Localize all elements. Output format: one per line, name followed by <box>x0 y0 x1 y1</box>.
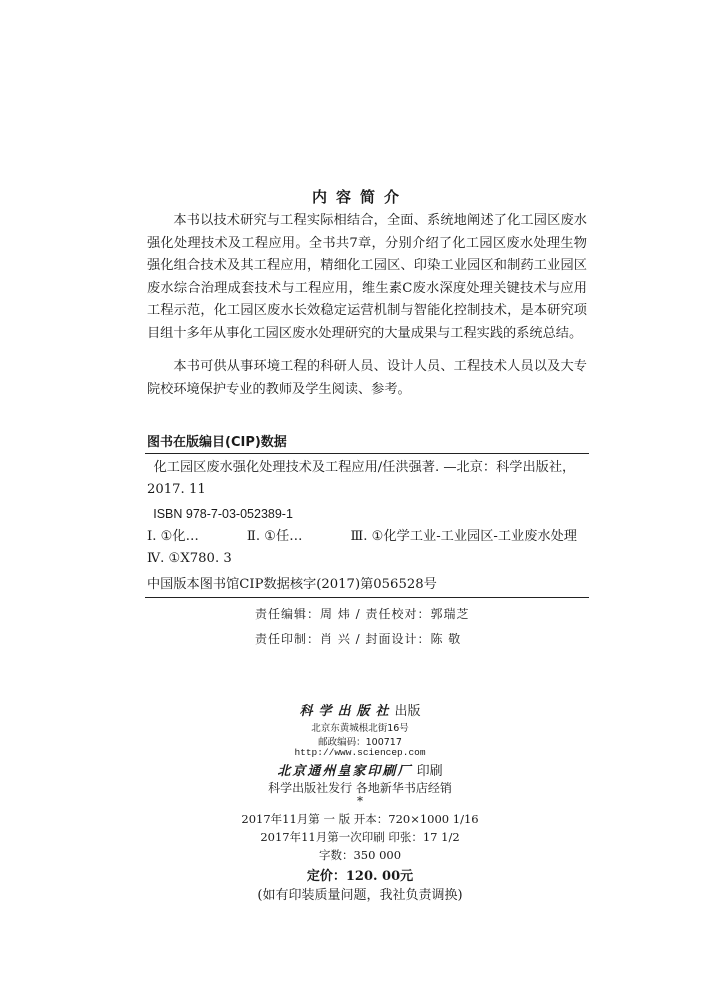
cip-class-item-3: Ⅲ. ①化学工业-工业园区-工业废水处理 <box>350 529 577 544</box>
printer-suffix: 印刷 <box>412 764 443 779</box>
price: 定价：120. 00元 <box>306 869 414 884</box>
staff-line-2: 责任印制：肖 兴 / 封面设计：陈 敬 <box>255 632 462 646</box>
word-count: 字数：350 000 <box>318 848 402 862</box>
publisher-postcode: 邮政编码：100717 <box>318 737 402 748</box>
cip-class-code: Ⅳ. ①X780. 3 <box>147 551 232 566</box>
quality-note: (如有印装质量问题，我社负责调换) <box>257 888 463 903</box>
summary-paragraph-1: 本书以技术研究与工程实际相结合，全面、系统地阐述了化工园区废水强化处理技术及工程应用。全书共7章，分别介绍了化工园区废水处理生物强化组合技术及其工程应用，精细化工园区、印染工业园区和制药工业园区废水综合治理成套技术与工程应用，维生素C废水深度处理关键技术与应用工程示范，化工园区废水长效稳定运营机制与智能化控制技术，是本研究项目组十多年从事化工园区废水处理研究的大量成果与工程实践的系统总结。 <box>147 213 587 341</box>
printer-name: 北京通州皇家印刷厂 <box>277 764 413 779</box>
separator-star: * <box>357 794 363 808</box>
printer-line <box>0 760 720 779</box>
cip-classification <box>147 526 587 570</box>
cip-class-item-1: Ⅰ. ①化… <box>147 529 199 544</box>
printing-line: 2017年11月第一次印刷 印张：17 1/2 <box>260 830 460 844</box>
staff-line-1: 责任编辑：周 炜 / 责任校对：郭瑞芝 <box>255 607 470 621</box>
cip-bottom-rule <box>145 597 589 598</box>
cip-class-row <box>147 526 577 548</box>
cip-archive-number: 中国版本图书馆CIP数据核字(2017)第056528号 <box>147 577 437 592</box>
edition-line: 2017年11月第 一 版 开本：720×1000 1/16 <box>241 812 479 826</box>
summary-title: 内容简介 <box>311 188 408 206</box>
publisher-logo-text: 科学出版社 <box>299 704 395 719</box>
publisher-address: 北京东黄城根北街16号 <box>311 723 409 734</box>
publisher-suffix: 出版 <box>394 704 421 719</box>
cip-top-rule <box>145 453 589 454</box>
cip-record: 化工园区废水强化处理技术及工程应用/任洪强著. —北京：科学出版社，2017. 11 <box>147 460 576 497</box>
publisher-line <box>0 700 720 719</box>
summary-paragraph-2: 本书可供从事环境工程的科研人员、设计人员、工程技术人员以及大专院校环境保护专业的教师及学生阅读、参考。 <box>147 359 587 397</box>
cip-isbn: ISBN 978-7-03-052389-1 <box>153 507 293 521</box>
distribution-line: 科学出版社发行 各地新华书店经销 <box>268 781 452 795</box>
publisher-url: http://www.sciencep.com <box>294 747 426 758</box>
cip-class-item-2: Ⅱ. ①任… <box>246 529 303 544</box>
cip-heading: 图书在版编目(CIP)数据 <box>147 435 287 450</box>
